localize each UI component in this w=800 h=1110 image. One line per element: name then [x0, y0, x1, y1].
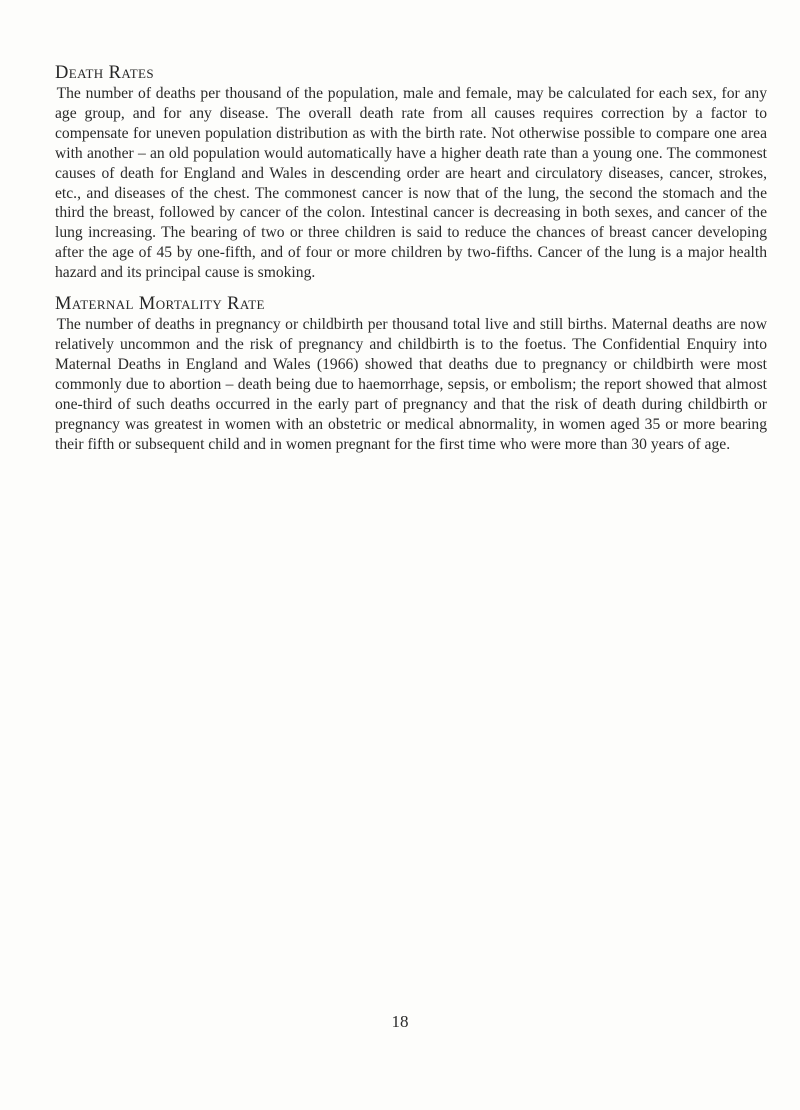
section-heading: Death Rates	[55, 63, 155, 83]
section-maternal-mortality-rate	[55, 293, 767, 454]
section-death-rates	[55, 62, 767, 283]
section-body: The number of deaths in pregnancy or childbirth per thousand total live and still births. Maternal deaths are now relatively uncommon and the risk of pregnancy and childbirth is to the foetus. The Confidential Enquiry into Maternal Deaths in England and Wales (1966) showed that deaths due to pregnancy or childbirth were most commonly due to abortion – death being due to haemorrhage, sepsis, or embolism; the report showed that almost one-third of such deaths occurred in the early part of pregnancy and that the risk of death during childbirth or pregnancy was greatest in women with an obstetric or medical abnormality, in women aged 35 or more bearing their fifth or subsequent child and in women pregnant for the first time who were more than 30 years of age.	[55, 316, 767, 453]
page-number: 18	[391, 1012, 409, 1031]
page-content	[55, 62, 767, 464]
section-body: The number of deaths per thousand of the population, male and female, may be calculated for each sex, for any age group, and for any disease. The overall death rate from all causes requires correction by a factor to compensate for uneven population distribution as with the birth rate. Not otherwise possible to compare one area with another – an old population would automatically have a higher death rate than a young one. The commonest causes of death for England and Wales in descending order are heart and circulatory diseases, cancer, strokes, etc., and diseases of the chest. The commonest cancer is now that of the lung, the second the stomach and the third the breast, followed by cancer of the colon. Intestinal cancer is decreasing in both sexes, and cancer of the lung increasing. The bearing of two or three children is said to reduce the chances of breast cancer developing after the age of 45 by one-fifth, and of four or more children by two-fifths. Cancer of the lung is a major health hazard and its principal cause is smoking.	[55, 85, 767, 282]
section-heading: Maternal Mortality Rate	[55, 294, 265, 315]
